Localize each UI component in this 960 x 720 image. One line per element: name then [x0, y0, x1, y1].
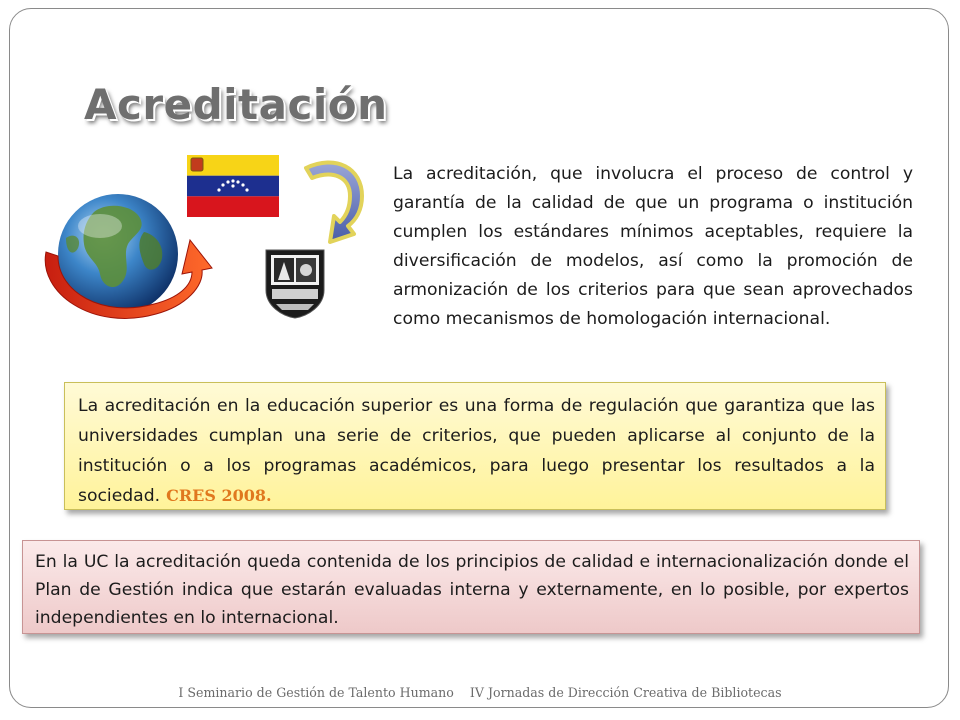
venezuela-flag-icon [187, 155, 279, 217]
footer [0, 685, 960, 700]
slide-title: Acreditación [84, 80, 388, 129]
footer-jornadas: IV Jornadas de Dirección Creativa de Bibliotecas [469, 685, 782, 700]
cres-definition-text: La acreditación en la educación superior es una forma de regulación que garantiza que las universidades cumplan una serie de criterios, que pueden aplicarse al conjunto de la institución o a los programas académicos, para luego presentar los resultados a la sociedad. [78, 396, 875, 506]
cres-citation: CRES 2008. [166, 486, 272, 505]
footer-seminar: I Seminario de Gestión de Talento Humano [178, 685, 454, 700]
uc-accreditation-box [22, 540, 920, 634]
intro-paragraph: La acreditación, que involucra el proceso de control y garantía de la calidad de que un programa o institución cumplen los estándares mínimos aceptables, requiere la diversificación de modelos, así como la promoción de armonización de los criterios para que sean aprovechados como mecanismos de homologación internacional. [393, 164, 913, 329]
cres-definition-box [64, 382, 886, 510]
uc-accreditation-text: En la UC la acreditación queda contenida de los principios de calidad e internacionalización donde el Plan de Gestión indica que estarán evaluadas interna y externamente, en lo posible, por expertos independientes en lo internacional. [35, 552, 909, 628]
curved-arrow-icon [300, 150, 372, 250]
university-seal-icon [262, 244, 328, 320]
